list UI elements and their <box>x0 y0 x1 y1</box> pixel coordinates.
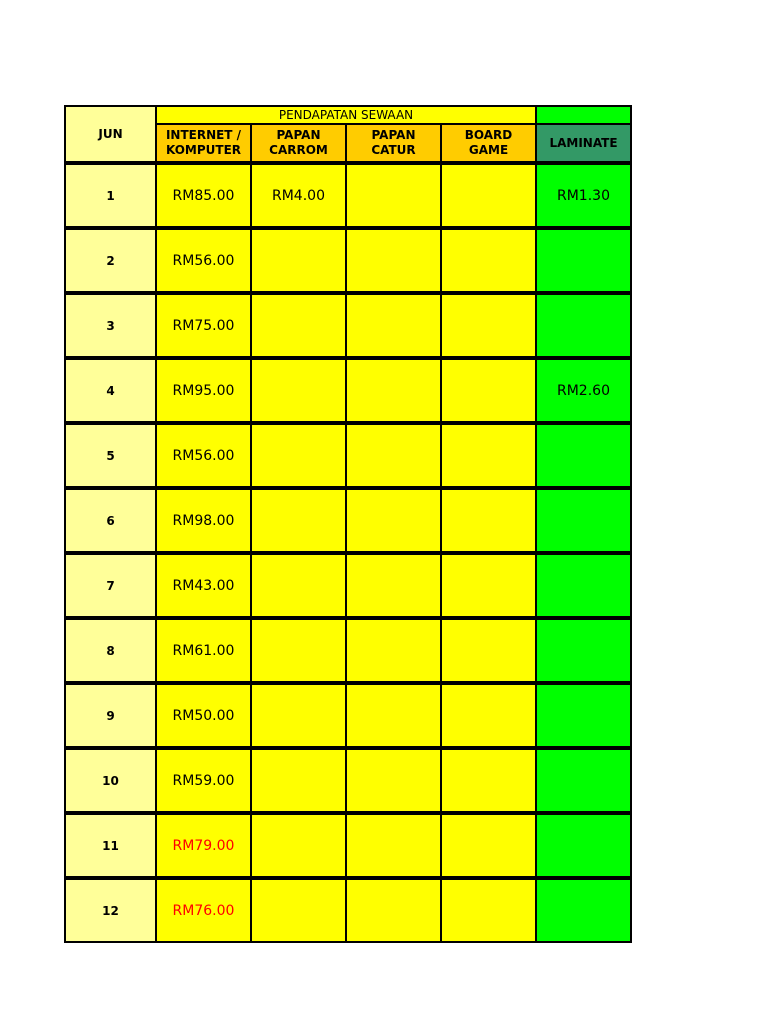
day-cell: 8 <box>65 618 156 683</box>
carrom-cell: RM4.00 <box>251 163 346 228</box>
carrom-cell <box>251 618 346 683</box>
day-cell: 5 <box>65 423 156 488</box>
table-row <box>65 813 631 878</box>
internet-header-line2: KOMPUTER <box>165 143 242 157</box>
laminate-header-top <box>536 106 631 124</box>
catur-header-line2: CATUR <box>371 143 416 157</box>
board-cell <box>441 358 536 423</box>
internet-cell: RM76.00 <box>156 878 251 942</box>
catur-cell <box>346 748 441 813</box>
internet-cell: RM79.00 <box>156 813 251 878</box>
carrom-cell <box>251 423 346 488</box>
board-header-line2: GAME <box>468 143 509 157</box>
internet-cell: RM43.00 <box>156 553 251 618</box>
catur-cell <box>346 358 441 423</box>
carrom-cell <box>251 683 346 748</box>
laminate-cell <box>536 813 631 878</box>
laminate-cell <box>536 618 631 683</box>
carrom-board-header <box>251 124 346 163</box>
internet-cell: RM61.00 <box>156 618 251 683</box>
catur-cell <box>346 163 441 228</box>
rental-income-header: PENDAPATAN SEWAAN <box>156 106 536 124</box>
catur-cell <box>346 683 441 748</box>
jun-header: JUN <box>65 106 156 163</box>
catur-cell <box>346 878 441 942</box>
laminate-cell <box>536 228 631 293</box>
internet-cell: RM59.00 <box>156 748 251 813</box>
laminate-cell <box>536 748 631 813</box>
catur-cell <box>346 293 441 358</box>
table-row <box>65 358 631 423</box>
day-cell: 9 <box>65 683 156 748</box>
laminate-cell <box>536 553 631 618</box>
day-cell: 11 <box>65 813 156 878</box>
table-row <box>65 618 631 683</box>
carrom-cell <box>251 878 346 942</box>
carrom-cell <box>251 813 346 878</box>
laminate-cell <box>536 423 631 488</box>
laminate-cell: RM1.30 <box>536 163 631 228</box>
catur-cell <box>346 488 441 553</box>
table-row <box>65 683 631 748</box>
rental-income-table <box>64 105 632 943</box>
internet-cell: RM75.00 <box>156 293 251 358</box>
table-row <box>65 228 631 293</box>
table-row <box>65 748 631 813</box>
board-cell <box>441 618 536 683</box>
table-row <box>65 293 631 358</box>
chess-board-header <box>346 124 441 163</box>
board-cell <box>441 228 536 293</box>
board-cell <box>441 488 536 553</box>
board-cell <box>441 163 536 228</box>
board-header-line1: BOARD <box>464 128 513 142</box>
table-row <box>65 878 631 942</box>
board-cell <box>441 683 536 748</box>
table-row <box>65 553 631 618</box>
table-row <box>65 488 631 553</box>
day-cell: 12 <box>65 878 156 942</box>
laminate-cell <box>536 878 631 942</box>
day-cell: 4 <box>65 358 156 423</box>
carrom-cell <box>251 488 346 553</box>
laminate-cell: RM2.60 <box>536 358 631 423</box>
carrom-cell <box>251 748 346 813</box>
carrom-cell <box>251 358 346 423</box>
carrom-cell <box>251 228 346 293</box>
board-cell <box>441 878 536 942</box>
board-cell <box>441 293 536 358</box>
day-cell: 10 <box>65 748 156 813</box>
day-cell: 6 <box>65 488 156 553</box>
board-cell <box>441 748 536 813</box>
internet-cell: RM50.00 <box>156 683 251 748</box>
laminate-cell <box>536 683 631 748</box>
catur-cell <box>346 813 441 878</box>
laminate-header: LAMINATE <box>536 124 631 163</box>
board-cell <box>441 553 536 618</box>
laminate-cell <box>536 488 631 553</box>
carrom-cell <box>251 293 346 358</box>
laminate-cell <box>536 293 631 358</box>
internet-cell: RM95.00 <box>156 358 251 423</box>
table-row <box>65 163 631 228</box>
internet-cell: RM85.00 <box>156 163 251 228</box>
board-cell <box>441 423 536 488</box>
carrom-header-line2: CARROM <box>269 143 328 157</box>
internet-computer-header <box>156 124 251 163</box>
catur-header-line1: PAPAN <box>371 128 416 142</box>
day-cell: 3 <box>65 293 156 358</box>
internet-header-line1: INTERNET / <box>165 128 242 142</box>
internet-cell: RM98.00 <box>156 488 251 553</box>
board-game-header <box>441 124 536 163</box>
internet-cell: RM56.00 <box>156 423 251 488</box>
day-cell: 1 <box>65 163 156 228</box>
catur-cell <box>346 423 441 488</box>
carrom-cell <box>251 553 346 618</box>
day-cell: 7 <box>65 553 156 618</box>
table-row <box>65 423 631 488</box>
day-cell: 2 <box>65 228 156 293</box>
board-cell <box>441 813 536 878</box>
carrom-header-line1: PAPAN <box>276 128 321 142</box>
catur-cell <box>346 618 441 683</box>
catur-cell <box>346 228 441 293</box>
catur-cell <box>346 553 441 618</box>
internet-cell: RM56.00 <box>156 228 251 293</box>
